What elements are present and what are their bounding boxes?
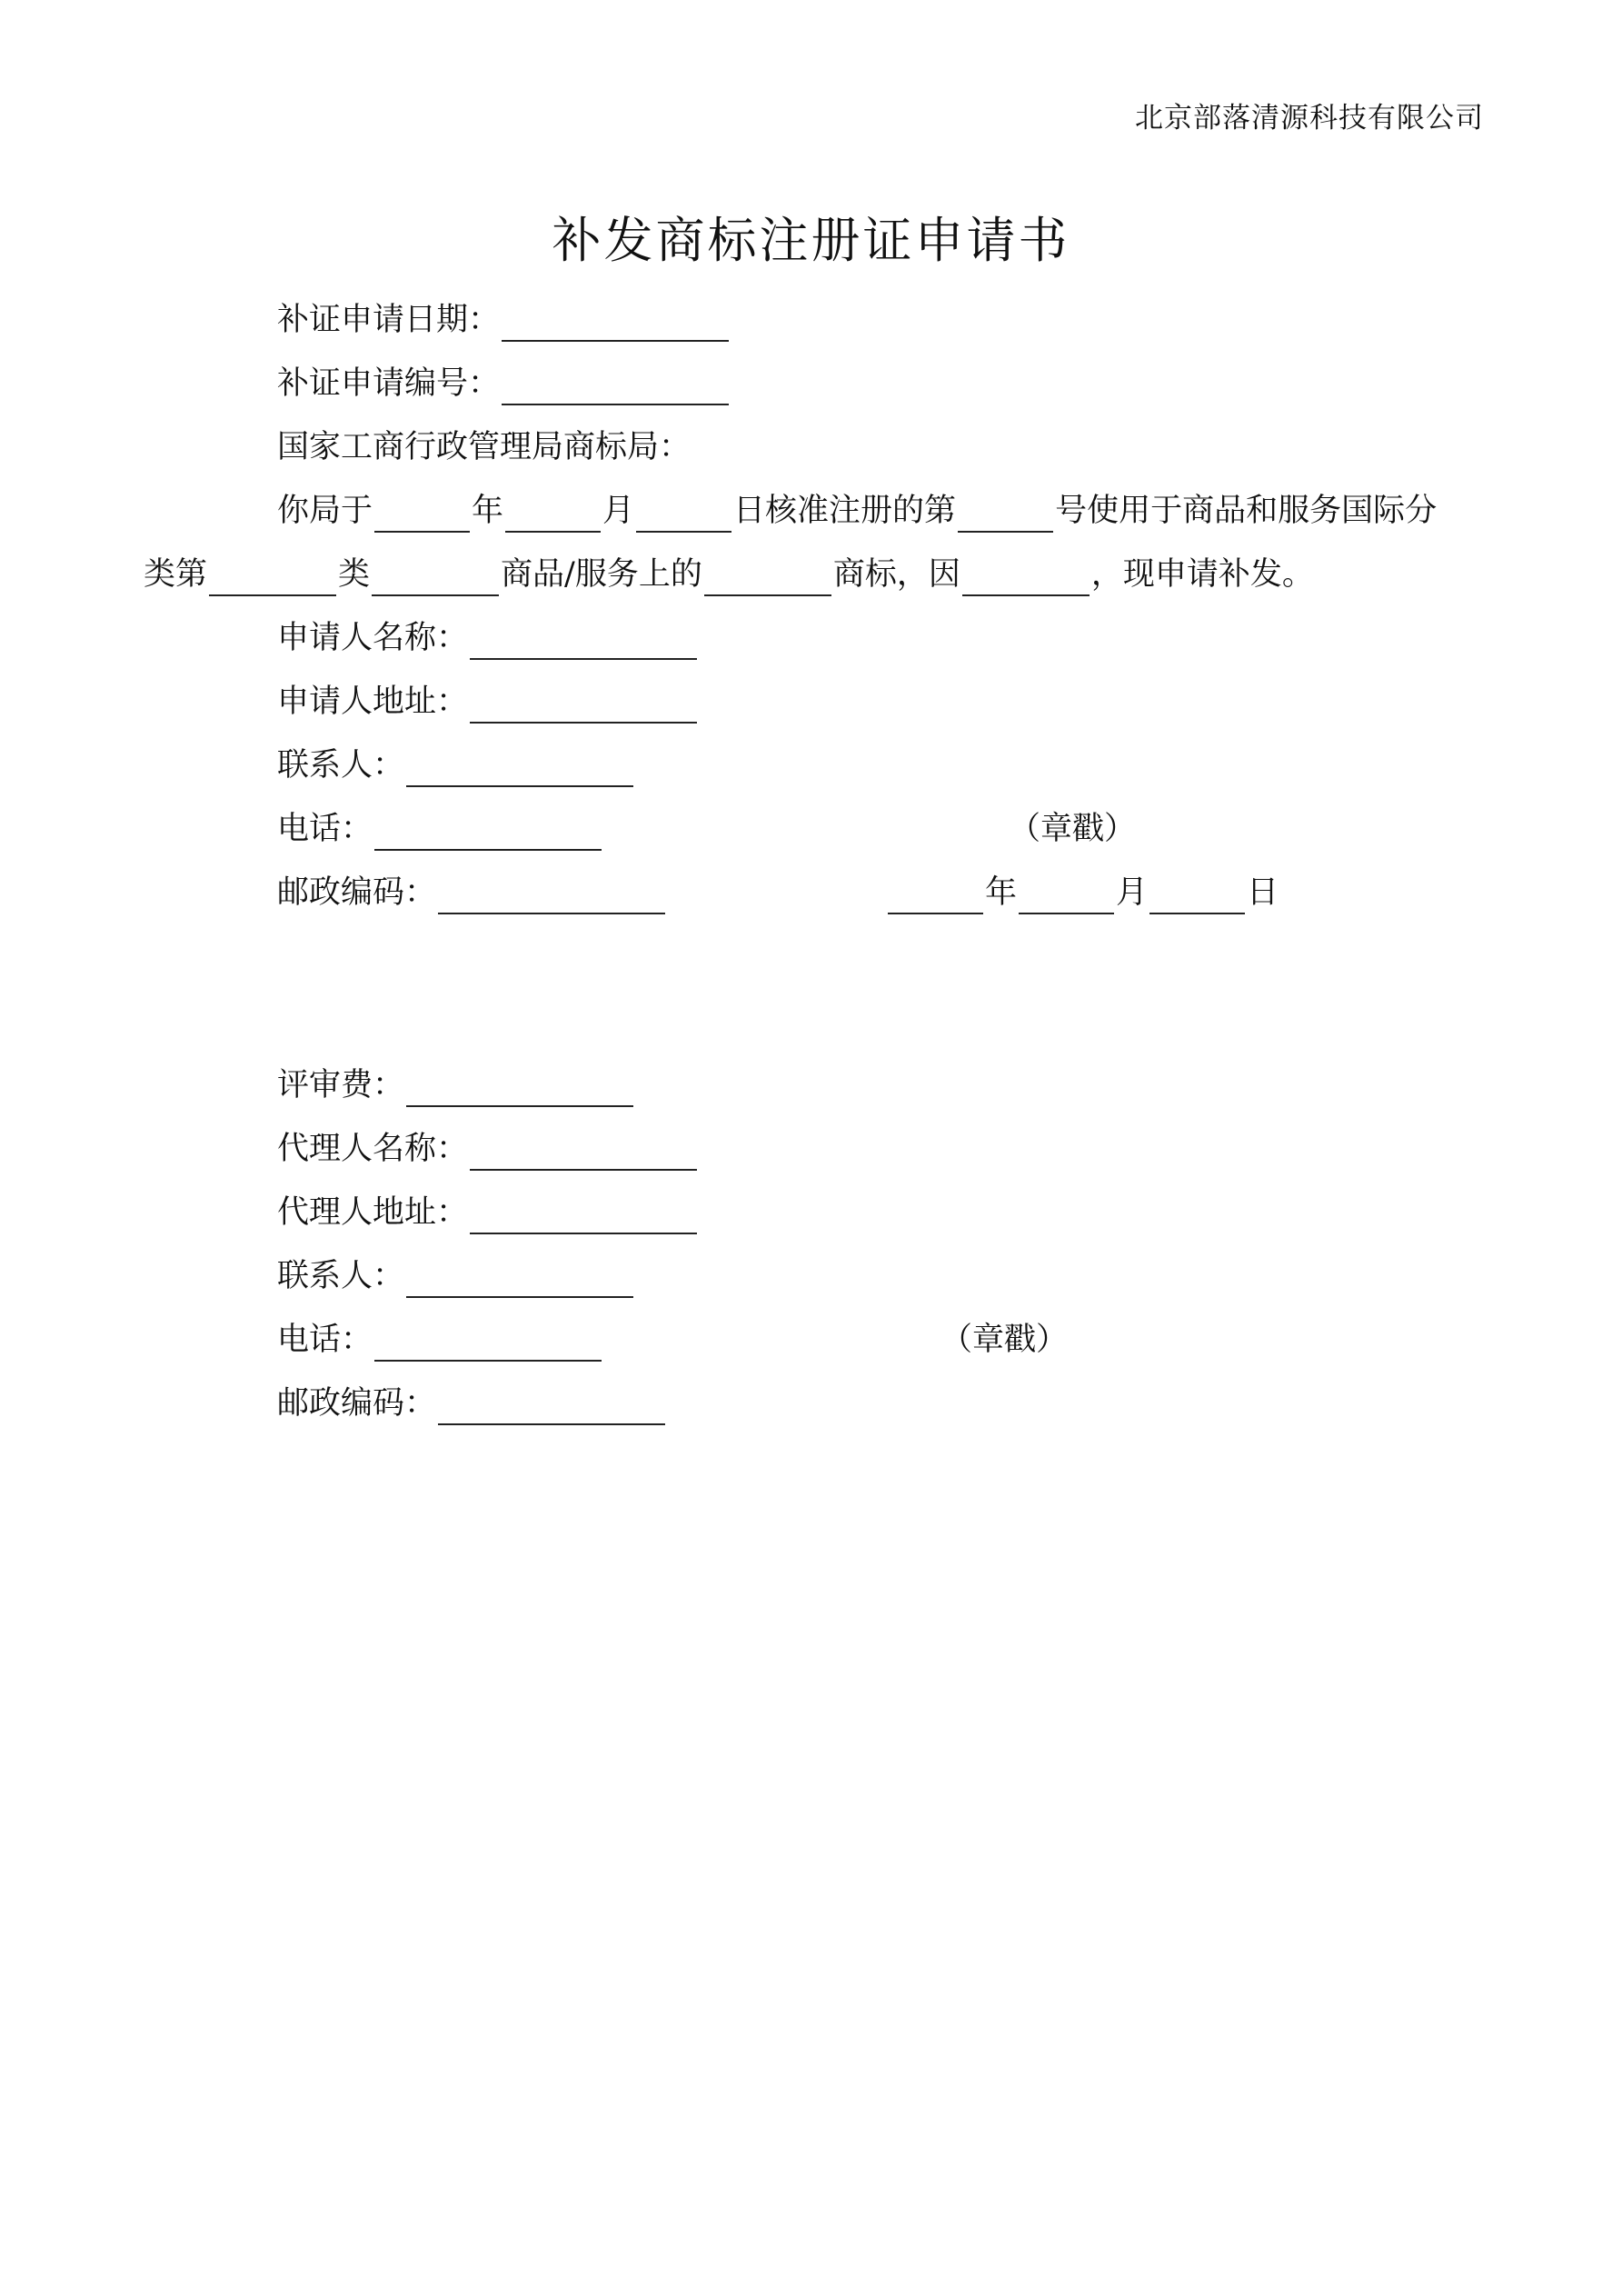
agent-address-blank[interactable] <box>470 1200 697 1234</box>
applicant-contact-field <box>277 744 635 787</box>
document-title: 补发商标注册证申请书 <box>552 212 1070 269</box>
application-date-label: 补证申请日期： <box>277 302 501 338</box>
application-date-blank[interactable] <box>502 307 729 342</box>
applicant-month-blank[interactable] <box>1019 880 1114 914</box>
review-fee-blank[interactable] <box>406 1073 633 1107</box>
application-number-field <box>277 362 731 405</box>
applicant-postcode-label: 邮政编码： <box>277 874 437 911</box>
application-date-field <box>277 298 731 342</box>
applicant-year-blank[interactable] <box>888 880 983 914</box>
agent-postcode-label: 邮政编码： <box>277 1385 437 1422</box>
agent-name-field <box>277 1127 699 1171</box>
agent-contact-blank[interactable] <box>406 1263 633 1298</box>
body-mark-label: 商标，因 <box>832 556 960 593</box>
applicant-address-field <box>277 680 699 724</box>
agent-contact-label: 联系人： <box>277 1258 405 1294</box>
body-text-mid: 日核准注册的第 <box>733 493 957 529</box>
agent-name-label: 代理人名称： <box>277 1131 469 1167</box>
review-fee-label: 评审费： <box>277 1067 405 1103</box>
approval-month-blank[interactable] <box>505 498 601 533</box>
applicant-phone-blank[interactable] <box>374 816 602 851</box>
applicant-day-label: 日 <box>1247 874 1279 911</box>
applicant-contact-label: 联系人： <box>277 747 405 784</box>
registration-number-blank[interactable] <box>958 498 1053 533</box>
company-name: 北京部落清源科技有限公司 <box>1135 102 1484 135</box>
body-text-end: 号使用于商品和服务国际分 <box>1055 493 1438 529</box>
agent-name-blank[interactable] <box>470 1136 697 1171</box>
applicant-year-label: 年 <box>985 874 1018 911</box>
body-goods-label: 商品/服务上的 <box>501 556 702 593</box>
applicant-address-blank[interactable] <box>470 689 697 724</box>
applicant-postcode-field <box>277 871 667 914</box>
body-line-1 <box>277 489 1437 533</box>
body-year-label: 年 <box>472 493 504 529</box>
agent-phone-label: 电话： <box>277 1322 373 1358</box>
body-class-label: 类 <box>338 556 371 593</box>
agent-address-field <box>277 1191 699 1234</box>
applicant-month-label: 月 <box>1116 874 1149 911</box>
addressee: 国家工商行政管理局商标局： <box>277 429 692 465</box>
applicant-name-field <box>277 616 699 660</box>
trademark-blank[interactable] <box>704 562 831 596</box>
applicant-date-field <box>886 871 1279 914</box>
applicant-postcode-blank[interactable] <box>438 880 665 914</box>
applicant-day-blank[interactable] <box>1149 880 1245 914</box>
applicant-name-blank[interactable] <box>470 625 697 660</box>
applicant-contact-blank[interactable] <box>406 753 633 787</box>
review-fee-field <box>277 1063 635 1107</box>
body-line-end: ，现申请补发。 <box>1090 556 1314 593</box>
approval-year-blank[interactable] <box>374 498 470 533</box>
agent-postcode-field <box>277 1382 667 1425</box>
goods-blank[interactable] <box>372 562 499 596</box>
body-line-2 <box>144 553 1314 596</box>
applicant-seal: （章戳） <box>1009 811 1137 847</box>
agent-address-label: 代理人地址： <box>277 1194 469 1231</box>
applicant-phone-label: 电话： <box>277 811 373 847</box>
body-text-start: 你局于 <box>277 493 373 529</box>
body-class-prefix: 类第 <box>144 556 208 593</box>
body-month-label: 月 <box>602 493 635 529</box>
applicant-name-label: 申请人名称： <box>277 620 469 656</box>
class-number-blank[interactable] <box>209 562 336 596</box>
application-number-blank[interactable] <box>502 371 729 405</box>
approval-day-blank[interactable] <box>636 498 731 533</box>
application-number-label: 补证申请编号： <box>277 365 501 402</box>
applicant-address-label: 申请人地址： <box>277 684 469 720</box>
agent-phone-field <box>277 1318 603 1362</box>
agent-postcode-blank[interactable] <box>438 1391 665 1425</box>
agent-seal: （章戳） <box>940 1322 1069 1358</box>
agent-phone-blank[interactable] <box>374 1327 602 1362</box>
agent-contact-field <box>277 1254 635 1298</box>
applicant-phone-field <box>277 807 603 851</box>
reason-blank[interactable] <box>962 562 1090 596</box>
